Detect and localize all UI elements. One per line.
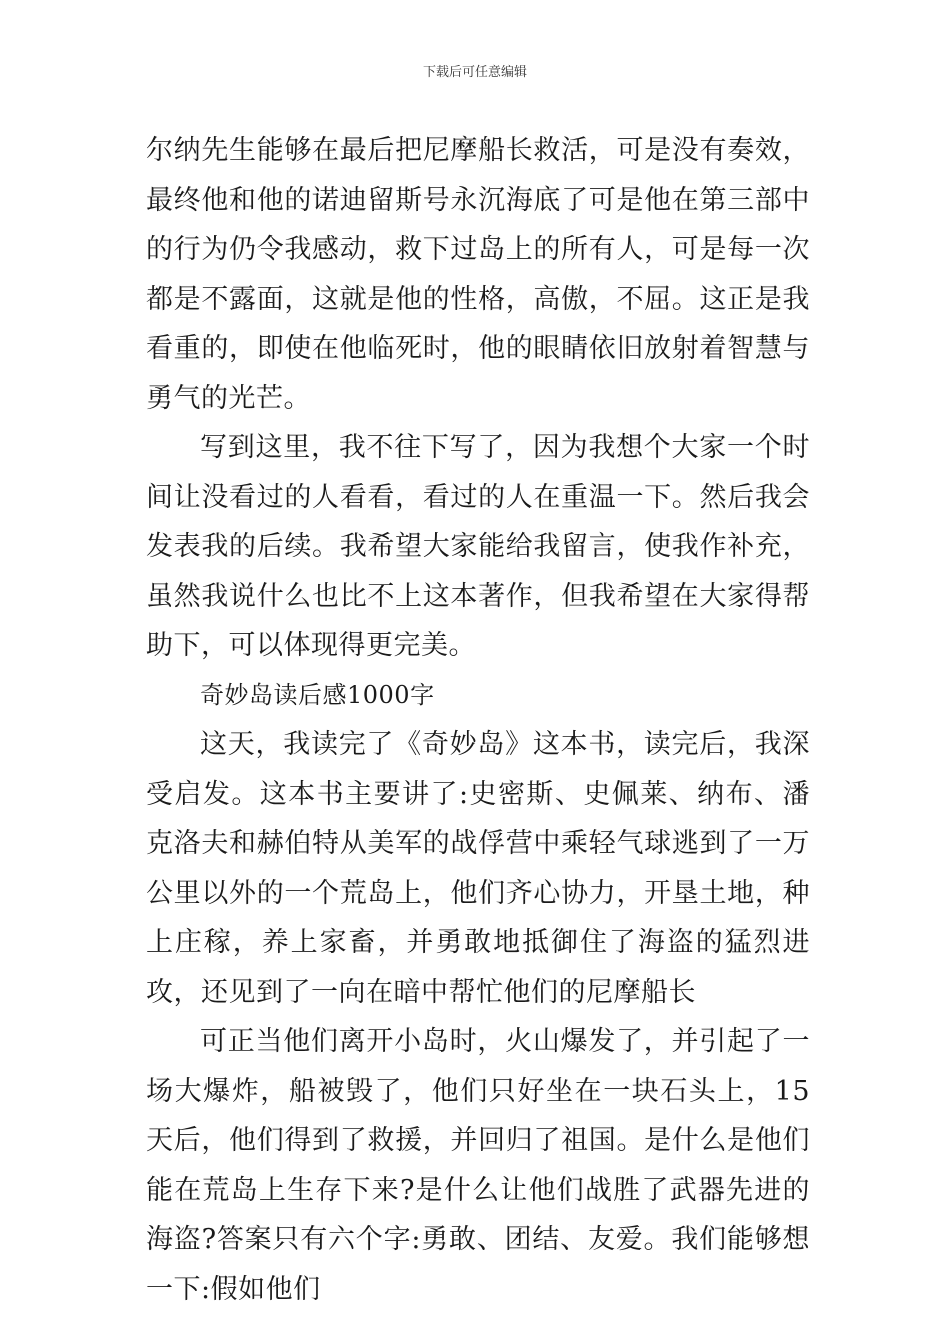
paragraph: 这天，我读完了《奇妙岛》这本书，读完后，我深受启发。这本书主要讲了:史密斯、史佩莱、纳布、潘克洛夫和赫伯特从美军的战俘营中乘轻气球逃到了一万公里以外的一个荒岛上，他们齐心协力，开垦土地，种上庄稼，养上家畜，并勇敢地抵御住了海盗的猛烈进攻，还见到了一向在暗中帮忙他们的尼摩船长 [146, 729, 810, 1008]
paragraph: 尔纳先生能够在最后把尼摩船长救活，可是没有奏效，最终他和他的诺迪留斯号永沉海底了可是他在第三部中的行为仍令我感动，救下过岛上的所有人，可是每一次都是不露面，这就是他的性格，高傲，不屈。这正是我看重的，即使在他临死时，他的眼睛依旧放射着智慧与勇气的光芒。 [146, 135, 810, 414]
paragraph: 写到这里，我不往下写了，因为我想个大家一个时间让没看过的人看看，看过的人在重温一下。然后我会发表我的后续。我希望大家能给我留言，使我作补充，虽然我说什么也比不上这本著作，但我希望在大家得帮助下，可以体现得更完美。 [146, 432, 810, 661]
section-heading: 奇妙岛读后感1000字 [200, 680, 435, 709]
document-body [146, 126, 810, 1314]
paragraph: 可正当他们离开小岛时，火山爆发了，并引起了一场大爆炸，船被毁了，他们只好坐在一块石头上，15天后，他们得到了救援，并回归了祖国。是什么是他们能在荒岛上生存下来?是什么让他们战胜了武器先进的海盗?答案只有六个字:勇敢、团结、友爱。我们能够想一下:假如他们 [146, 1026, 810, 1305]
page-header: 下载后可任意编辑 [422, 65, 527, 80]
